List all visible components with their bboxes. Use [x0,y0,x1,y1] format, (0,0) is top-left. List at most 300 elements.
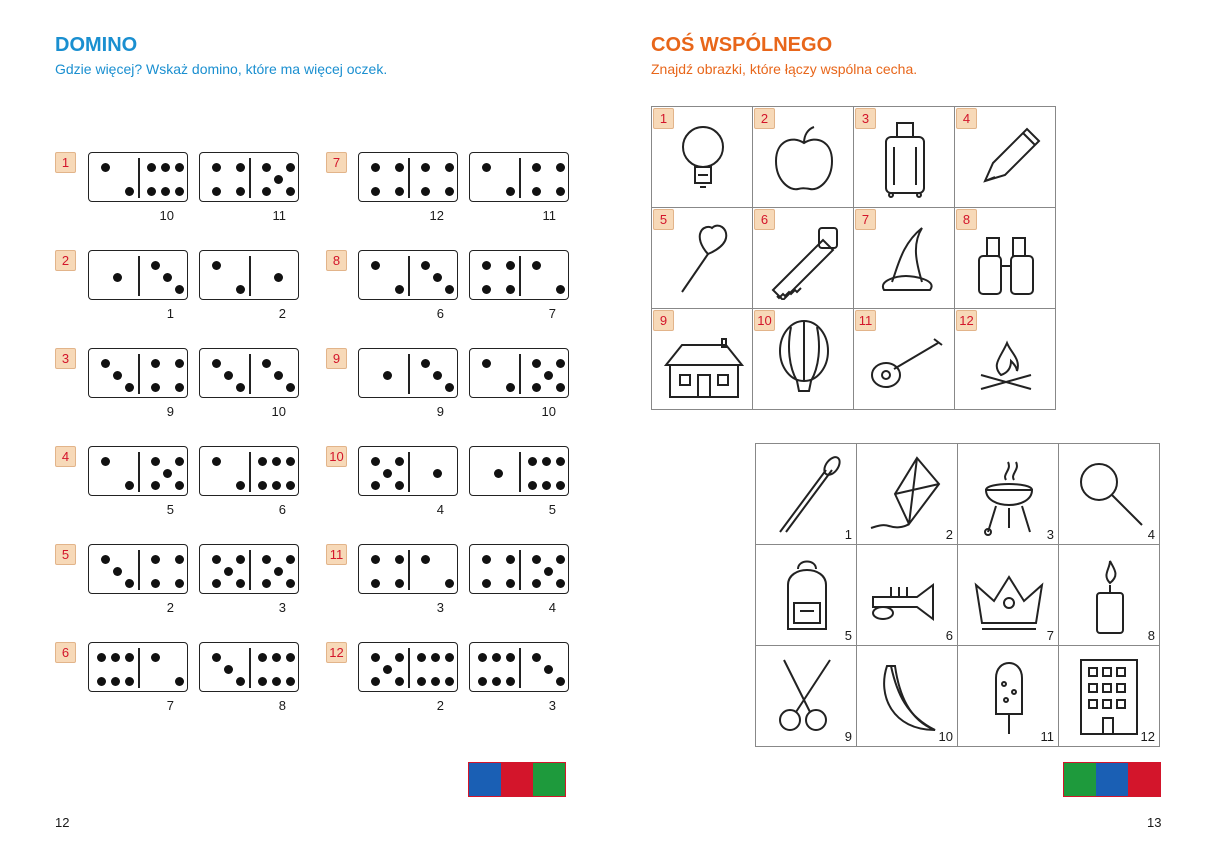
domino-pip [258,653,267,662]
domino-pip [111,677,120,686]
domino-pip [151,579,160,588]
domino-divider [408,256,410,296]
domino-pip [147,187,156,196]
domino-pip [97,653,106,662]
domino-tile[interactable] [88,544,188,594]
domino-divider [138,550,140,590]
domino-pip [556,285,565,294]
domino-pip [151,457,160,466]
domino-pip [445,163,454,172]
domino-pip [286,457,295,466]
domino-pip [445,677,454,686]
picture-cell[interactable] [854,107,955,208]
domino-pip [506,187,515,196]
domino-pip [532,163,541,172]
domino-pip [431,653,440,662]
domino-pip [97,677,106,686]
lollipop-icon [662,216,744,300]
domino-pip [262,555,271,564]
domino-pip [556,187,565,196]
domino-pip [212,261,221,270]
hot-air-balloon-icon [763,317,845,401]
picture-cell[interactable] [756,444,857,545]
picture-cell[interactable] [1059,444,1160,545]
domino-pip [556,163,565,172]
domino-pip [417,653,426,662]
domino-pip [542,457,551,466]
domino-pip [286,163,295,172]
exercise-number-badge: 4 [55,446,76,467]
domino-pip [262,163,271,172]
domino-divider [519,648,521,688]
domino-pip [371,261,380,270]
domino-tile[interactable] [469,250,569,300]
candle-icon [1069,553,1151,637]
domino-pip [125,677,134,686]
domino-pip [395,457,404,466]
domino-pip-count: 11 [272,208,286,223]
domino-tile[interactable] [358,348,458,398]
scissors-icon [766,654,848,738]
picture-number-badge: 9 [653,310,674,331]
right-page [607,0,1215,850]
domino-pip [556,457,565,466]
domino-pip [371,555,380,564]
kite-icon [867,452,949,536]
domino-pip [151,481,160,490]
domino-pip [258,481,267,490]
domino-pip-count: 3 [548,698,556,713]
domino-pip [506,677,515,686]
domino-pip [395,653,404,662]
domino-divider [408,550,410,590]
domino-pip [236,555,245,564]
domino-pip-count: 2 [436,698,444,713]
domino-pip [371,677,380,686]
picture-cell[interactable] [857,444,958,545]
domino-divider [519,256,521,296]
domino-pip-count: 4 [548,600,556,615]
suitcase-icon [864,115,946,199]
domino-pip [125,653,134,662]
page-title: DOMINO [55,34,138,56]
picture-cell[interactable] [753,309,854,410]
domino-pip [175,579,184,588]
domino-pip [421,359,430,368]
domino-tile[interactable] [88,446,188,496]
domino-pip [482,163,491,172]
domino-divider [408,452,410,492]
picture-cell[interactable] [756,646,857,747]
domino-pip [556,555,565,564]
domino-pip [236,285,245,294]
domino-pip [433,469,442,478]
domino-pip [272,677,281,686]
domino-pip-count: 4 [436,502,444,517]
domino-divider [249,550,251,590]
domino-pip [528,457,537,466]
domino-tile[interactable] [199,544,299,594]
domino-pip [506,653,515,662]
domino-pip [175,383,184,392]
exercise-number-badge: 3 [55,348,76,369]
domino-pip [212,163,221,172]
domino-pip [175,457,184,466]
picture-cell[interactable] [753,107,854,208]
grill-icon [968,452,1050,536]
domino-pip [532,187,541,196]
domino-pip [258,457,267,466]
saw-icon [763,216,845,300]
domino-tile[interactable] [469,544,569,594]
domino-pip [395,285,404,294]
picture-number: 3 [1046,527,1054,542]
domino-pip [163,273,172,282]
domino-pip [212,359,221,368]
domino-pip [482,579,491,588]
domino-pip-count: 9 [436,404,444,419]
domino-pip [371,163,380,172]
domino-pip [556,383,565,392]
page-title: COŚ WSPÓLNEGO [651,34,833,56]
paintbrush-icon [766,452,848,536]
domino-tile[interactable] [358,642,458,692]
domino-pip [175,555,184,564]
domino-pip [431,677,440,686]
exercise-number-badge: 10 [326,446,347,467]
domino-pip-count: 7 [166,698,174,713]
domino-pip [492,653,501,662]
picture-number-badge: 10 [754,310,775,331]
domino-pip [258,677,267,686]
domino-pip [236,163,245,172]
domino-tile[interactable] [199,250,299,300]
domino-pip [492,677,501,686]
picture-cell[interactable] [1059,545,1160,646]
domino-pip [544,371,553,380]
domino-pip [506,285,515,294]
domino-pip [101,359,110,368]
exercise-number-badge: 2 [55,250,76,271]
domino-pip [101,163,110,172]
domino-pip [286,579,295,588]
domino-pip-count: 7 [548,306,556,321]
domino-pip [417,677,426,686]
series-logo [1063,762,1161,797]
guitar-icon [864,317,946,401]
domino-divider [408,158,410,198]
picture-number: 4 [1147,527,1155,542]
picture-cell[interactable] [955,107,1056,208]
exercise-number-badge: 11 [326,544,347,565]
domino-pip [236,677,245,686]
domino-pip [151,555,160,564]
picture-number: 2 [945,527,953,542]
exercise-number-badge: 6 [55,642,76,663]
domino-pip [113,371,122,380]
picture-number-badge: 8 [956,209,977,230]
domino-pip [175,187,184,196]
crown-icon [968,553,1050,637]
picture-number-badge: 1 [653,108,674,129]
domino-tile[interactable] [199,152,299,202]
picture-number-badge: 5 [653,209,674,230]
picture-cell[interactable] [857,646,958,747]
domino-pip [151,383,160,392]
ice-cream-icon [968,654,1050,738]
domino-pip [383,469,392,478]
domino-pip [421,555,430,564]
picture-cell[interactable] [753,208,854,309]
domino-divider [249,256,251,296]
domino-pip [395,677,404,686]
picture-number-badge: 4 [956,108,977,129]
domino-pip [175,285,184,294]
domino-pip [532,383,541,392]
domino-tile[interactable] [469,446,569,496]
picture-number: 5 [844,628,852,643]
domino-divider [249,648,251,688]
domino-pip [175,163,184,172]
domino-tile[interactable] [358,446,458,496]
domino-pip [371,187,380,196]
domino-divider [519,452,521,492]
domino-tile[interactable] [358,544,458,594]
domino-divider [249,158,251,198]
domino-pip [175,359,184,368]
domino-pip [395,163,404,172]
domino-pip [101,457,110,466]
domino-pip [272,481,281,490]
domino-pip [262,579,271,588]
domino-pip [556,677,565,686]
domino-pip [113,567,122,576]
domino-pip [542,481,551,490]
domino-pip [212,457,221,466]
apple-icon [763,115,845,199]
picture-number-badge: 12 [956,310,977,331]
domino-pip [175,677,184,686]
domino-tile[interactable] [469,642,569,692]
picture-grid-top [651,106,1056,410]
domino-pip [262,359,271,368]
domino-pip [151,261,160,270]
picture-cell[interactable] [854,208,955,309]
domino-pip [272,457,281,466]
picture-cell[interactable] [1059,646,1160,747]
domino-pip [494,469,503,478]
domino-pip [236,481,245,490]
domino-pip [395,579,404,588]
page-subtitle: Znajdź obrazki, które łączy wspólna cecha. [651,61,918,77]
domino-pip-count: 3 [278,600,286,615]
domino-pip [544,567,553,576]
picture-cell[interactable] [958,444,1059,545]
domino-pip-count: 6 [436,306,444,321]
domino-tile[interactable] [199,446,299,496]
picture-number-badge: 6 [754,209,775,230]
domino-divider [408,648,410,688]
domino-divider [519,354,521,394]
domino-tile[interactable] [358,152,458,202]
domino-pip [286,383,295,392]
domino-pip [111,653,120,662]
domino-pip-count: 11 [542,208,556,223]
picture-number: 11 [1040,729,1054,744]
domino-pip [556,579,565,588]
domino-tile[interactable] [469,348,569,398]
domino-pip [236,187,245,196]
domino-pip [161,163,170,172]
picture-number-badge: 11 [855,310,876,331]
domino-pip [212,579,221,588]
domino-pip [383,371,392,380]
picture-cell[interactable] [756,545,857,646]
domino-divider [138,256,140,296]
domino-pip-count: 2 [278,306,286,321]
domino-pip [371,579,380,588]
domino-pip-count: 8 [278,698,286,713]
domino-tile[interactable] [88,348,188,398]
picture-cell[interactable] [958,545,1059,646]
binoculars-icon [965,216,1047,300]
domino-pip [445,285,454,294]
domino-pip [113,273,122,282]
domino-pip [371,457,380,466]
domino-pip [272,653,281,662]
picture-number-badge: 7 [855,209,876,230]
exercise-number-badge: 9 [326,348,347,369]
domino-tile[interactable] [469,152,569,202]
domino-pip [532,653,541,662]
domino-pip [125,187,134,196]
domino-pip [433,371,442,380]
domino-pip [395,187,404,196]
page-number: 13 [1147,815,1162,830]
picture-cell[interactable] [857,545,958,646]
domino-pip [175,481,184,490]
domino-pip [125,481,134,490]
domino-pip [544,665,553,674]
domino-pip [286,481,295,490]
domino-pip [163,469,172,478]
picture-number-badge: 3 [855,108,876,129]
picture-cell[interactable] [652,107,753,208]
domino-pip-count: 5 [166,502,174,517]
exercise-number-badge: 5 [55,544,76,565]
house-icon [662,317,744,401]
domino-pip [151,653,160,662]
domino-pip-count: 6 [278,502,286,517]
picture-cell[interactable] [652,208,753,309]
domino-pip [224,665,233,674]
domino-pip [286,187,295,196]
domino-pip [482,555,491,564]
picture-grid-bottom [755,443,1160,747]
domino-pip [212,653,221,662]
domino-pip [212,555,221,564]
banana-icon [867,654,949,738]
domino-pip [371,653,380,662]
domino-pip [532,555,541,564]
domino-pip [482,285,491,294]
domino-pip [262,187,271,196]
domino-pip [286,677,295,686]
domino-tile[interactable] [88,250,188,300]
picture-cell[interactable] [958,646,1059,747]
picture-number: 7 [1046,628,1054,643]
exercise-number-badge: 7 [326,152,347,173]
picture-number-badge: 2 [754,108,775,129]
domino-pip [161,187,170,196]
lightbulb-icon [662,115,744,199]
pencil-icon [965,115,1047,199]
picture-cell[interactable] [955,309,1056,410]
domino-pip [445,383,454,392]
domino-pip [274,273,283,282]
left-page [0,0,607,850]
domino-divider [138,452,140,492]
picture-number: 12 [1140,729,1155,744]
domino-pip [274,175,283,184]
picture-number: 6 [945,628,953,643]
domino-pip [395,555,404,564]
domino-pip [421,163,430,172]
domino-pip [445,653,454,662]
domino-pip-count: 10 [159,208,174,223]
domino-pip [445,187,454,196]
domino-pip [556,481,565,490]
domino-pip-count: 5 [548,502,556,517]
domino-pip-count: 10 [541,404,556,419]
domino-pip [224,371,233,380]
domino-pip-count: 1 [166,306,174,321]
picture-cell[interactable] [955,208,1056,309]
domino-divider [519,158,521,198]
backpack-icon [766,553,848,637]
domino-tile[interactable] [199,348,299,398]
domino-pip [445,579,454,588]
domino-divider [138,354,140,394]
page-number: 12 [55,815,70,830]
picture-cell[interactable] [854,309,955,410]
domino-tile[interactable] [199,642,299,692]
domino-pip [532,261,541,270]
domino-pip [101,555,110,564]
domino-divider [249,452,251,492]
domino-pip [125,383,134,392]
domino-pip [478,653,487,662]
domino-tile[interactable] [88,642,188,692]
domino-pip-count: 9 [166,404,174,419]
domino-pip-count: 10 [271,404,286,419]
domino-pip [482,359,491,368]
domino-pip [532,359,541,368]
page-subtitle: Gdzie więcej? Wskaż domino, które ma więcej oczek. [55,61,388,77]
domino-pip [383,665,392,674]
campfire-icon [965,317,1047,401]
domino-tile[interactable] [358,250,458,300]
domino-pip [212,187,221,196]
domino-tile[interactable] [88,152,188,202]
domino-pip [125,579,134,588]
picture-cell[interactable] [652,309,753,410]
domino-pip [478,677,487,686]
picture-number: 9 [844,729,852,744]
domino-pip-count: 3 [436,600,444,615]
domino-pip-count: 2 [166,600,174,615]
domino-pip [274,567,283,576]
